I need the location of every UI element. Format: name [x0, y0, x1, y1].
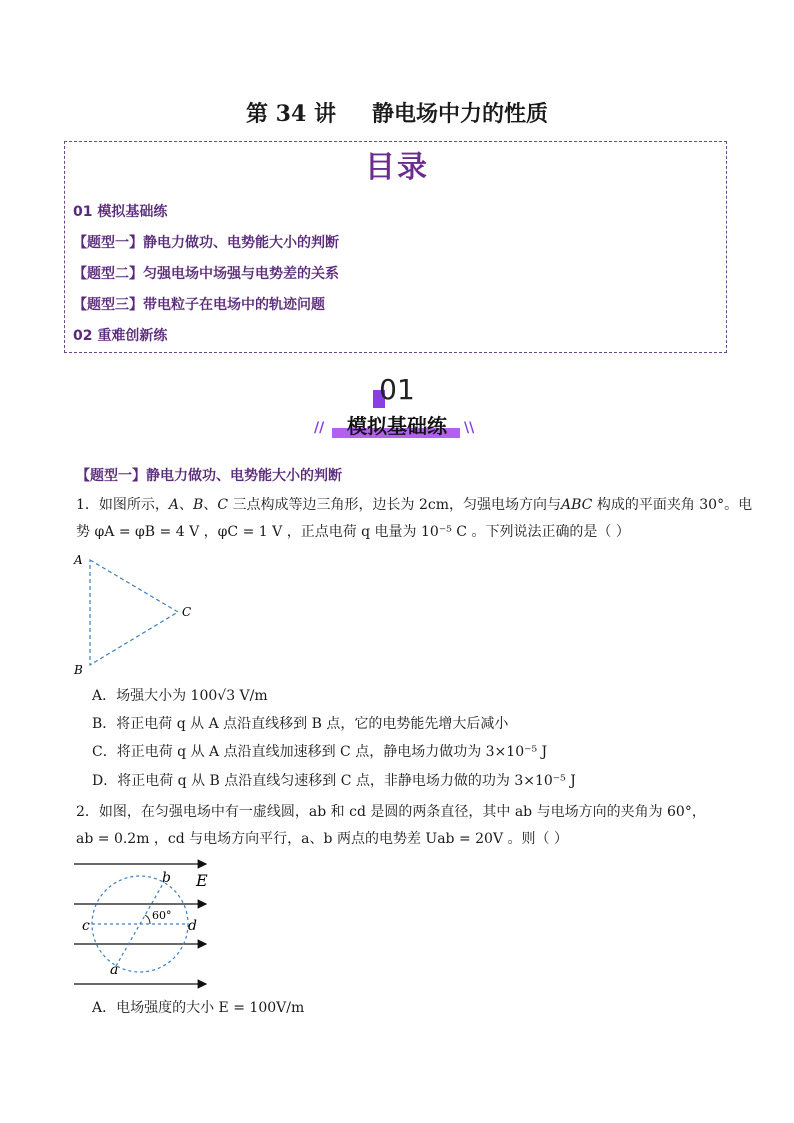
toc-item-advanced[interactable]: 02 重难创新练: [73, 328, 168, 344]
q1-option-c[interactable]: C．将正电荷 q 从 A 点沿直线加速移到 C 点，静电场力做功为 3×10⁻⁵ J: [92, 744, 548, 760]
section-label: 模拟基础练: [347, 414, 447, 438]
q1-triangle-figure: [70, 548, 210, 678]
label-d: d: [188, 918, 197, 934]
label-b: b: [162, 870, 171, 886]
q1-option-d[interactable]: D．将正电荷 q 从 B 点沿直线匀速移到 C 点，非静电场力做的功为 3×10⁻⁵ J: [92, 773, 576, 789]
label-c: C: [182, 605, 192, 619]
section-slash-right: \\: [464, 420, 475, 436]
toc-item-type2[interactable]: 【题型二】匀强电场中场强与电势差的关系: [73, 266, 339, 282]
lecture-topic: 静电场中力的性质: [371, 101, 548, 127]
label-a: A: [74, 553, 83, 567]
toc-heading: 目录: [365, 150, 429, 185]
page-title: [0, 97, 794, 128]
section-slash-left: //: [314, 420, 325, 436]
toc-item-type3[interactable]: 【题型三】带电粒子在电场中的轨迹问题: [73, 297, 325, 313]
q1-line2: 势 φA = φB = 4 V ，φC = 1 V ，正点电荷 q 电量为 10⁻⁵ C 。下列说法正确的是（ ）: [76, 524, 630, 540]
angle-label: 60°: [152, 909, 172, 922]
label-b: B: [74, 663, 83, 677]
section-number: 01: [379, 373, 415, 406]
question-type-heading: 【题型一】静电力做功、电势能大小的判断: [76, 468, 342, 484]
triangle-abc: [90, 560, 178, 665]
label-c: c: [82, 918, 90, 934]
toc-item-basic[interactable]: 01 模拟基础练: [73, 204, 168, 220]
q1-option-a[interactable]: A．场强大小为 100√3 V/m: [92, 688, 268, 704]
q2-field-figure: [66, 856, 226, 996]
angle-arc: [145, 915, 150, 924]
toc-item-type1[interactable]: 【题型一】静电力做功、电势能大小的判断: [73, 235, 339, 251]
label-a: a: [110, 962, 119, 978]
lecture-number: 第 34 讲: [246, 101, 336, 127]
q1-option-b[interactable]: B．将正电荷 q 从 A 点沿直线移到 B 点，它的电势能先增大后减小: [92, 716, 509, 732]
q2-line2: ab = 0.2m ，cd 与电场方向平行，a、b 两点的电势差 Uab = 20V 。则（ ）: [76, 831, 568, 847]
q2-option-a[interactable]: A．电场强度的大小 E = 100V/m: [92, 1000, 305, 1016]
label-e: E: [196, 871, 208, 890]
q1-line1: 1．如图所示，A、B、C 三点构成等边三角形，边长为 2cm，匀强电场方向与ABC 构成的平面夹角 30°。电: [76, 497, 753, 513]
q2-line1: 2．如图，在匀强电场中有一虚线圆，ab 和 cd 是圆的两条直径，其中 ab 与电场方向的夹角为 60°，: [76, 804, 706, 820]
